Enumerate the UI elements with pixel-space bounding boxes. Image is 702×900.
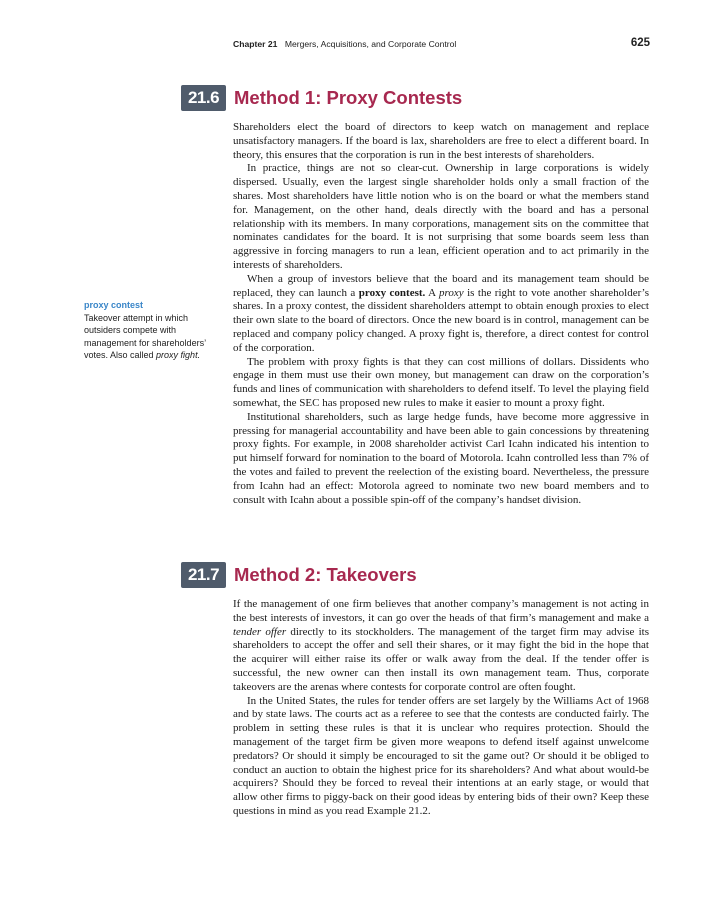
chapter-label: Chapter 21 xyxy=(233,39,278,49)
paragraph: Institutional shareholders, such as large hedge funds, have become more aggressive in pressing for managerial accountability and have been able to gain concessions by threatening proxy fights. For example, in 2008 shareholder activist Carl Icahn indicated his intention to put himself forward for nomination to the board of Motorola. Icahn controlled less than 7% of the votes and failed to prevent the reelection of the existing board. Nevertheless, the pressure from Icahn had an effect: Motorola agreed to nominate two new board members and to consult with Icahn about a possible spin-off of the company’s handset division. xyxy=(233,410,649,506)
margin-glossary-note xyxy=(84,299,214,362)
paragraph xyxy=(233,273,649,356)
glossary-alt-term: proxy fight. xyxy=(156,350,201,361)
chapter-title: Mergers, Acquisitions, and Corporate Control xyxy=(284,39,457,49)
section-body-21-7 xyxy=(233,598,649,819)
text-run: A xyxy=(425,286,439,299)
section-number-badge: 21.6 xyxy=(181,85,226,111)
paragraph xyxy=(233,598,649,695)
text-run: When a group of investors believe that the board and its management team should be replaced, they can launch a xyxy=(233,272,649,299)
text-run: is the right to vote another shareholder’s shares. In a proxy contest, the dissident shareholders attempt to obtain enough proxies to elect their own slate to the board of directors. Once the new board is in control, management can be replaced and company policy changed. A proxy fight is, therefore, a direct contest for control of the corporation. xyxy=(233,286,649,354)
section-title: Method 1: Proxy Contests xyxy=(234,87,463,108)
text-run: directly to its stockholders. The management of the target firm may advise its shareholders to accept the offer and sell their shares, or it may fight the bid in the hope that the acquirer will either raise its offer or walk away from the deal. If the tender offer is successful, the new owner can then install its own management team. Thus, corporate takeovers are the arenas where contests for corporate control are often fought. xyxy=(233,625,649,693)
paragraph: In the United States, the rules for tender offers are set largely by the Williams Act of 1968 and by state laws. The courts act as a referee to see that the contests are conducted fairly. The problem in setting these rules is that it is unclear who requires protection. Should the management of the target firm be given more weapons to defend itself against unwelcome predators? Or should it simply be encouraged to sit the game out? Or should it be obliged to conduct an auction to obtain the highest price for its shareholders? And what about would-be acquirers? Should they be forced to reveal their intentions at an early stage, or would that allow other firms to piggy-back on their good ideas by entering bids of their own? Keep these questions in mind as you read Example 21.2. xyxy=(233,694,649,817)
paragraph: In practice, things are not so clear-cut. Ownership in large corporations is widely dispersed. Usually, even the largest single shareholder holds only a small fraction of the shares. Most shareholders have little notion who is on the board or what the members stand for. Management, on the other hand, deals directly with the board and has a personal relationship with its members. In many corporations, management sits on the committee that nominates candidates for the board. It is not surprising that some boards seem less than aggressive in forcing managers to run a lean, efficient operation and to act primarily in the interests of shareholders. xyxy=(233,162,649,271)
text-run: If the management of one firm believes that another company’s management is not acting in the best interests of investors, it can go over the heads of that firm’s management and make a xyxy=(233,598,649,624)
section-title: Method 2: Takeovers xyxy=(234,564,417,585)
section-body-21-6 xyxy=(233,121,649,507)
section-number-badge: 21.7 xyxy=(181,562,226,588)
italic-term: proxy xyxy=(438,286,464,299)
paragraph: The problem with proxy fights is that they can cost millions of dollars. Dissidents who engage in them must use their own money, but management can draw on the corporation’s funds and lines of communication with shareholders to defend itself. To level the playing field somewhat, the SEC has proposed new rules to make it easier to mount a proxy fight. xyxy=(233,355,649,409)
italic-term: tender offer xyxy=(233,625,287,638)
glossary-definition: Takeover attempt in which outsiders compete with management for shareholders’ votes. Also called xyxy=(84,312,206,361)
glossary-term: proxy contest xyxy=(84,300,144,310)
running-head xyxy=(233,39,650,53)
key-term: proxy contest. xyxy=(358,286,426,299)
section-heading-21-7 xyxy=(181,562,651,588)
paragraph: Shareholders elect the board of directors to keep watch on management and replace unsatisfactory managers. If the board is lax, shareholders are free to elect a different board. In theory, this ensures that the corporation is run in the best interests of shareholders. xyxy=(233,121,649,161)
page-number: 625 xyxy=(630,37,650,49)
section-heading-21-6 xyxy=(181,85,651,111)
